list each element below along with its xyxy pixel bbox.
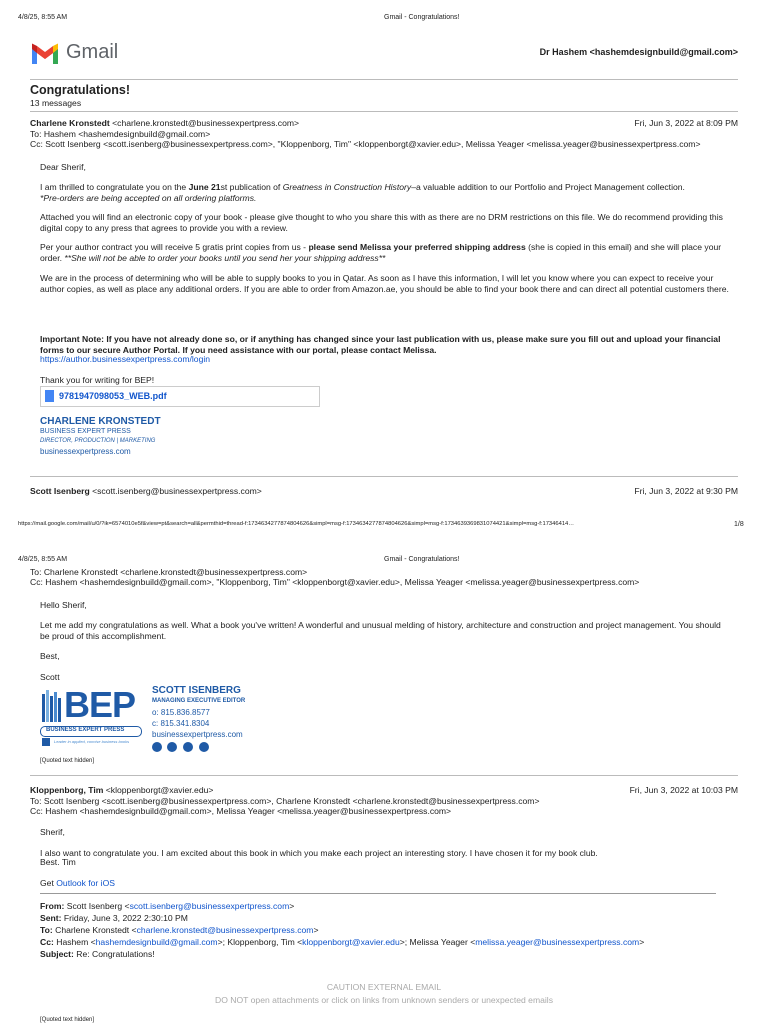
sender-email: <charlene.kronstedt@businessexpertpress.com> bbox=[112, 118, 300, 128]
page-break bbox=[0, 538, 768, 552]
forward-cc: Cc: Hashem <hashemdesignbuild@gmail.com>; Kloppenborg, Tim <kloppenborgt@xavier.edu>; Melissa Yeager <melissa.yeager@businessexpertpress.com> bbox=[40, 937, 645, 947]
sender-email: <kloppenborgt@xavier.edu> bbox=[105, 785, 214, 795]
body-greeting: Sherif, bbox=[40, 827, 65, 837]
forward-from: From: Scott Isenberg <scott.isenberg@businessexpertpress.com> bbox=[40, 901, 295, 911]
signature-title: MANAGING EXECUTIVE EDITOR bbox=[152, 698, 246, 704]
message-date: Fri, Jun 3, 2022 at 9:30 PM bbox=[634, 486, 738, 496]
download-icon bbox=[42, 738, 50, 746]
body-name: Scott bbox=[40, 672, 60, 682]
body-closing: Best. Tim bbox=[40, 857, 76, 867]
message-cc: Cc: Hashem <hashemdesignbuild@gmail.com>, Melissa Yeager <melissa.yeager@businessexpertpress.com> bbox=[30, 806, 452, 816]
message-sender[interactable] bbox=[30, 486, 262, 497]
body-paragraph: I also want to congratulate you. I am excited about this book in which you make each project an interesting story. I have chosen it for my book club. bbox=[40, 848, 598, 858]
signature-name: SCOTT ISENBERG bbox=[152, 685, 241, 696]
email-link[interactable]: scott.isenberg@businessexpertpress.com bbox=[129, 901, 290, 911]
signature-website[interactable]: businessexpertpress.com bbox=[40, 447, 131, 456]
body-paragraph: Per your author contract you will receive 5 gratis print copies from us - please send Melissa your preferred shipping address (she is copied in this email) and she will place your order. **She will not be able to order your books until you send her your shipping address** bbox=[40, 242, 722, 263]
quoted-text-hidden[interactable]: [Quoted text hidden] bbox=[40, 1017, 95, 1023]
message-to: To: Hashem <hashemdesignbuild@gmail.com> bbox=[30, 129, 211, 139]
body-thanks: Thank you for writing for BEP! bbox=[40, 375, 155, 385]
linkedin-icon[interactable] bbox=[183, 742, 193, 752]
message-date: Fri, Jun 3, 2022 at 8:09 PM bbox=[634, 118, 738, 128]
message-cc: Cc: Scott Isenberg <scott.isenberg@businessexpertpress.com>, "Kloppenborg, Tim" <kloppenborgt@xavier.edu>, Melissa Yeager <melissa.yeager@businessexpertpress.com> bbox=[30, 139, 701, 149]
body-closing: Best, bbox=[40, 651, 60, 661]
body-greeting: Hello Sherif, bbox=[40, 600, 87, 610]
sender-name: Scott Isenberg bbox=[30, 486, 90, 496]
body-paragraph: Attached you will find an electronic copy of your book - please give thought to who you share this with as there are no DRM restrictions on this file. We do recommend providing this digital copy to any press that agrees to provide you with a review. bbox=[40, 212, 723, 233]
outlook-ios-link[interactable]: Outlook for iOS bbox=[56, 878, 115, 888]
body-paragraph: I am thrilled to congratulate you on the June 21st publication of Greatness in Construction History–a valuable addition to our Portfolio and Project Management collection. *Pre-orders are being accepted on all ordering platforms. bbox=[40, 182, 685, 203]
body-greeting: Dear Sherif, bbox=[40, 162, 86, 172]
sender-name: Kloppenborg, Tim bbox=[30, 785, 104, 795]
signature-website[interactable]: businessexpertpress.com bbox=[152, 730, 243, 739]
email-link[interactable]: melissa.yeager@businessexpertpress.com bbox=[475, 937, 640, 947]
signature-name: CHARLENE KRONSTEDT bbox=[40, 416, 161, 427]
facebook-icon[interactable] bbox=[152, 742, 162, 752]
important-note: Important Note: If you have not already done so, or if anything has changed since your last publication with us, please make sure you fill out and upload your financial forms to our secure Author Portal. If you need assistance with our portal, please contact Melissa. bbox=[40, 334, 721, 355]
forward-subject: Subject: Re: Congratulations! bbox=[40, 949, 155, 959]
sender-email: <scott.isenberg@businessexpertpress.com> bbox=[92, 486, 262, 496]
outlook-line: Get Outlook for iOS bbox=[40, 878, 115, 888]
signature-cell-phone: c: 815.341.8304 bbox=[152, 719, 210, 728]
print-footer-page: 1/8 bbox=[734, 521, 744, 528]
message-date: Fri, Jun 3, 2022 at 10:03 PM bbox=[629, 785, 738, 795]
gmail-logo-icon[interactable] bbox=[30, 42, 60, 64]
message-sender[interactable] bbox=[30, 118, 299, 129]
body-paragraph: We are in the process of determining who will be able to supply books to you in Qatar. As soon as I have this information, I will let you know where you can expect to receive your author copies, as well as place any additional orders. If you are able to order from Amazon.ae, you should be able to find your book there and can direct all potential customers there. bbox=[40, 273, 729, 294]
sender-name: Charlene Kronstedt bbox=[30, 118, 110, 128]
message-to: To: Scott Isenberg <scott.isenberg@businessexpertpress.com>, Charlene Kronstedt <charlene.kronstedt@businessexpertpress.com> bbox=[30, 796, 540, 806]
message-count: 13 messages bbox=[30, 98, 82, 108]
message-sender[interactable] bbox=[30, 785, 213, 796]
signature-company: BUSINESS EXPERT PRESS bbox=[40, 428, 131, 435]
bep-logo: BEP BUSINESS EXPERT PRESS Leader in applied, concise business books bbox=[40, 688, 146, 752]
message-cc: Cc: Hashem <hashemdesignbuild@gmail.com>, "Kloppenborg, Tim" <kloppenborgt@xavier.edu>, Melissa Yeager <melissa.yeager@businessexpertpress.com> bbox=[30, 577, 640, 587]
forward-sent: Sent: Friday, June 3, 2022 2:30:10 PM bbox=[40, 913, 188, 923]
print-header-datetime: 4/8/25, 8:55 AM bbox=[18, 556, 68, 563]
print-header-title: Gmail - Congratulations! bbox=[384, 556, 460, 563]
signature-office-phone: o: 815.836.8577 bbox=[152, 708, 210, 717]
message-to: To: Charlene Kronstedt <charlene.kronstedt@businessexpertpress.com> bbox=[30, 567, 308, 577]
account-email: Dr Hashem <hashemdesignbuild@gmail.com> bbox=[539, 47, 738, 57]
signature-title: DIRECTOR, PRODUCTION | MARKETING bbox=[40, 438, 156, 444]
forward-to: To: Charlene Kronstedt <charlene.kronstedt@businessexpertpress.com> bbox=[40, 925, 319, 935]
print-footer-url: https://mail.google.com/mail/u/0/?ik=6574010e5f&view=pt&search=all&permthid=thread-f:1734634277874804626&simpl=msg-f:1734634277874804626&simpl=msg-f:1734639369831074421&simpl=msg-f:17346414… bbox=[18, 521, 575, 527]
caution-banner-text: DO NOT open attachments or click on links from unknown senders or unexpected emails bbox=[214, 995, 554, 1005]
caution-banner-title: CAUTION EXTERNAL EMAIL bbox=[326, 982, 442, 992]
thread-subject: Congratulations! bbox=[30, 83, 130, 97]
attachment-chip[interactable] bbox=[40, 386, 320, 407]
email-link[interactable]: kloppenborgt@xavier.edu bbox=[302, 937, 400, 947]
email-link[interactable]: charlene.kronstedt@businessexpertpress.com bbox=[136, 925, 314, 935]
author-portal-link[interactable]: https://author.businessexpertpress.com/login bbox=[40, 354, 211, 364]
file-icon bbox=[45, 390, 54, 402]
attachment-name: 9781947098053_WEB.pdf bbox=[59, 391, 167, 401]
twitter-icon[interactable] bbox=[167, 742, 177, 752]
print-header-datetime: 4/8/25, 8:55 AM bbox=[18, 14, 68, 21]
instagram-icon[interactable] bbox=[199, 742, 209, 752]
print-header-title: Gmail - Congratulations! bbox=[384, 14, 460, 21]
quoted-text-hidden[interactable]: [Quoted text hidden] bbox=[40, 758, 95, 764]
gmail-logo-text: Gmail bbox=[66, 41, 119, 63]
email-link[interactable]: hashemdesignbuild@gmail.com bbox=[95, 937, 218, 947]
body-paragraph: Let me add my congratulations as well. What a book you've written! A wonderful and unusual melding of history, architecture and construction and project management. You should be proud of this accomplishment. bbox=[40, 620, 721, 641]
